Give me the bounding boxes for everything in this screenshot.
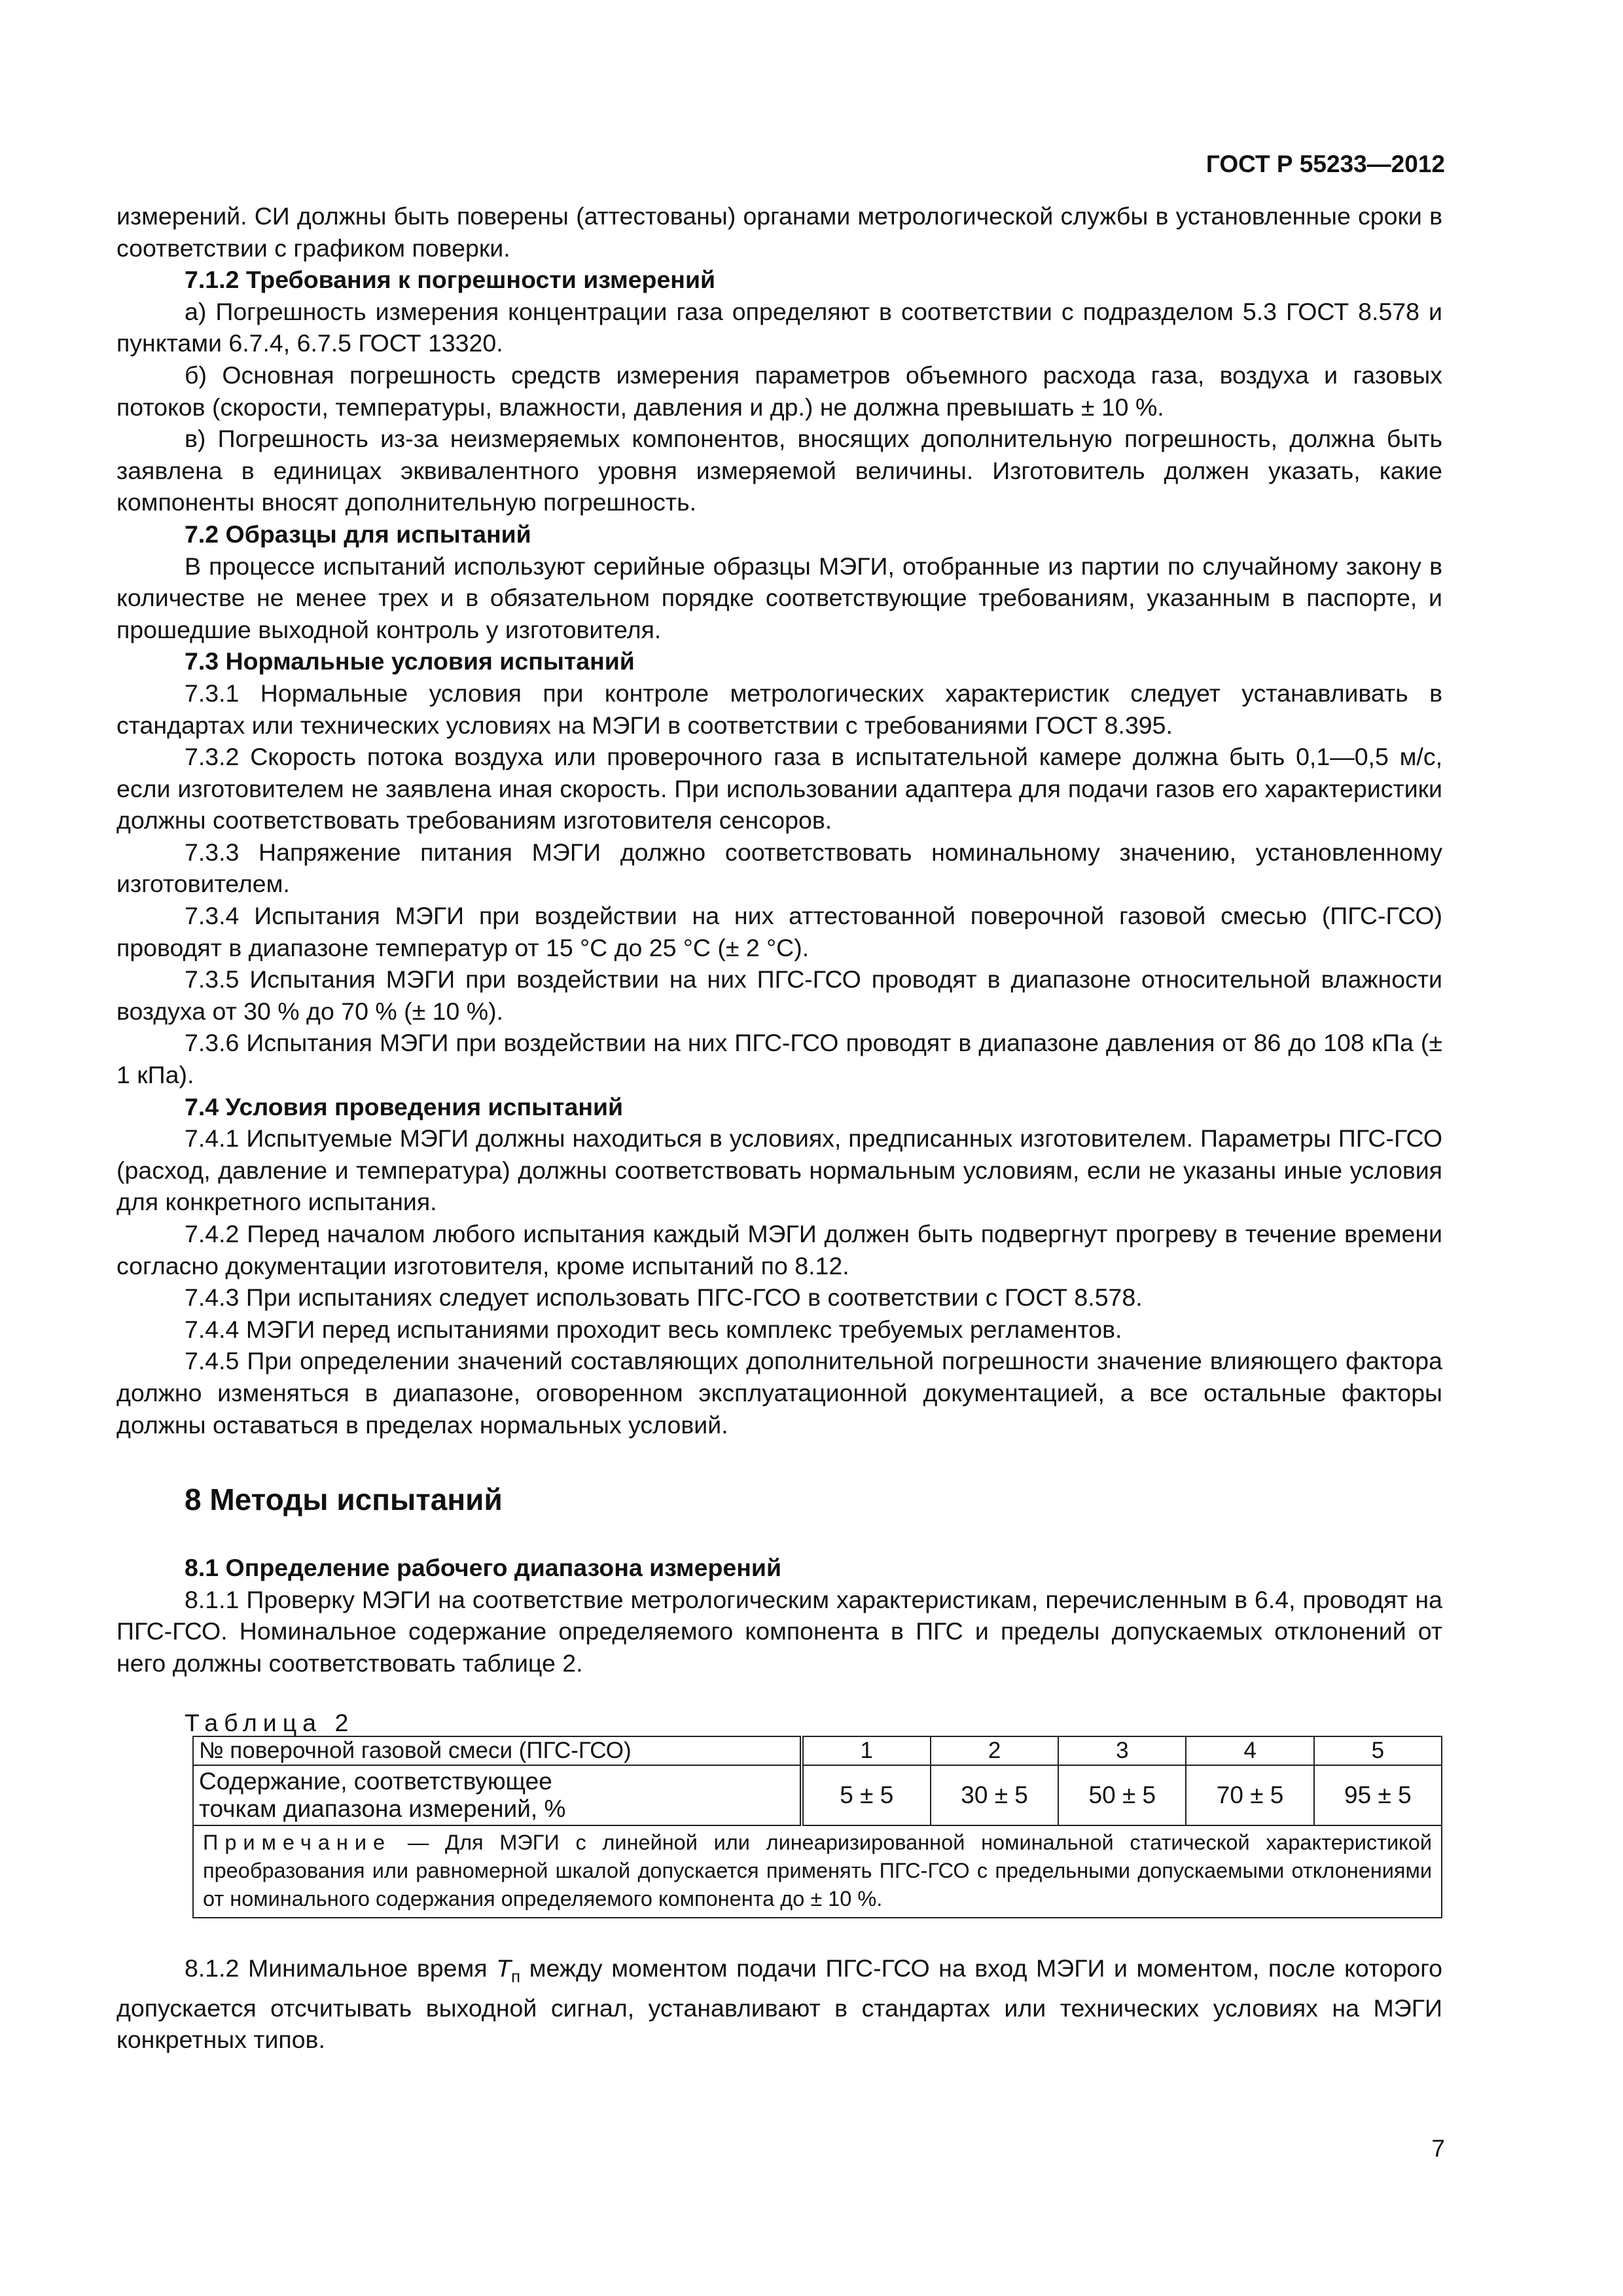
table-2 (192, 1736, 1442, 1918)
table-cell: 50 ± 5 (1058, 1765, 1186, 1825)
table-cell-line: точкам диапазона измерений, % (199, 1795, 566, 1822)
paragraph: 7.3.2 Скорость потока воздуха или проверочного газа в испытательной камере должна быть 0,1—0,5 м/с, если изготовителем не заявлена иная скорость. При использовании адаптера для подачи газов его характеристики должны соответствовать требованиям изготовителя сенсоров. (116, 743, 1442, 834)
paragraph (116, 1952, 1442, 2056)
table-cell: 70 ± 5 (1186, 1765, 1313, 1825)
chapter-heading-8: 8 Методы испытаний (185, 1482, 503, 1517)
paragraph: 7.3.3 Напряжение питания МЭГИ должно соответствовать номинальному значению, установленному изготовителем. (116, 838, 1442, 898)
paragraph: 7.3.5 Испытания МЭГИ при воздействии на них ПГС-ГСО проводят в диапазоне относительной влажности воздуха от 30 % до 70 % (± 10 %). (116, 965, 1442, 1025)
table-row (193, 1765, 1442, 1825)
paragraph: 7.3.1 Нормальные условия при контроле метрологических характеристик следует устанавливать в стандартах или технических условиях на МЭГИ в соответствии с требованиями ГОСТ 8.395. (116, 679, 1442, 739)
paragraph: измерений. СИ должны быть поверены (аттестованы) органами метрологической службы в установленные сроки в соответствии с графиком поверки. (116, 202, 1442, 262)
table-cell (193, 1765, 802, 1825)
document-body (116, 200, 1442, 2056)
paragraph: 7.4.3 При испытаниях следует использовать ПГС-ГСО в соответствии с ГОСТ 8.578. (185, 1283, 1143, 1312)
table-cell: 30 ± 5 (931, 1765, 1058, 1825)
section-heading-8-1: 8.1 Определение рабочего диапазона измерений (185, 1554, 782, 1582)
table-row (193, 1825, 1442, 1918)
paragraph: 7.3.6 Испытания МЭГИ при воздействии на них ПГС-ГСО проводят в диапазоне давления от 86 до 108 кПа (± 1 кПа). (116, 1029, 1442, 1089)
paragraph: 8.1.1 Проверку МЭГИ на соответствие метрологическим характеристикам, перечисленным в 6.4, проводят на ПГС-ГСО. Номинальное содержание определяемого компонента в ПГС и пределы допускаемых отклонений от него должны соответствовать таблице 2. (116, 1585, 1442, 1677)
section-heading-7-3: 7.3 Нормальные условия испытаний (185, 647, 635, 675)
paragraph-part: между моментом подачи ПГС-ГСО на вход МЭГИ и моментом, после которого допускается отсчитывать выходной сигнал, устанавливают в стандартах или технических условиях на МЭГИ конкретных типов. (116, 1954, 1442, 2054)
page-number: 7 (1431, 2135, 1445, 2162)
paragraph: в) Погрешность из-за неизмеряемых компонентов, вносящих дополнительную погрешность, должна быть заявлена в единицах эквивалентного уровня измеряемой величины. Изготовитель должен указать, какие компоненты вносят дополнительную погрешность. (116, 425, 1442, 516)
table-note (193, 1825, 1442, 1918)
time-symbol-subscript: п (511, 1966, 521, 1986)
paragraph: 7.4.2 Перед началом любого испытания каждый МЭГИ должен быть подвергнут прогреву в течение времени согласно документации изготовителя, кроме испытаний по 8.12. (116, 1220, 1442, 1280)
section-heading-7-2: 7.2 Образцы для испытаний (185, 520, 531, 548)
table-cell-line: Содержание, соответствующее (199, 1767, 552, 1795)
table-cell: 3 (1058, 1736, 1186, 1765)
section-heading-7-1-2: 7.1.2 Требования к погрешности измерений (185, 266, 716, 294)
table-cell: 1 (802, 1736, 931, 1765)
table-cell: № поверочной газовой смеси (ПГС-ГСО) (193, 1736, 802, 1765)
paragraph: б) Основная погрешность средств измерения параметров объемного расхода газа, воздуха и газовых потоков (скорости, температуры, влажности, давления и др.) не должна превышать ± 10 %. (116, 361, 1442, 421)
table-row (193, 1736, 1442, 1765)
table-note-label: Примечание (203, 1830, 392, 1854)
paragraph: 7.4.1 Испытуемые МЭГИ должны находиться в условиях, предписанных изготовителем. Параметры ПГС-ГСО (расход, давление и температура) должны соответствовать нормальным условиям, если не указаны иные условия для конкретного испытания. (116, 1124, 1442, 1216)
table-cell: 4 (1186, 1736, 1313, 1765)
table-caption: Таблица 2 (185, 1708, 355, 1736)
paragraph: 7.3.4 Испытания МЭГИ при воздействии на них аттестованной поверочной газовой смесью (ПГС-ГСО) проводят в диапазоне температур от 15 °С до 25 °С (± 2 °С). (116, 902, 1442, 961)
paragraph: 7.4.4 МЭГИ перед испытаниями проходит весь комплекс требуемых регламентов. (185, 1315, 1122, 1343)
document-code-header: ГОСТ Р 55233—2012 (1205, 151, 1445, 177)
table-cell: 5 (1314, 1736, 1442, 1765)
time-symbol: T (496, 1954, 512, 1982)
paragraph: 7.4.5 При определении значений составляющих дополнительной погрешности значение влияющего фактора должно изменяться в диапазоне, оговоренном эксплуатационной документацией, а все остальные факторы должны оставаться в пределах нормальных условий. (116, 1347, 1442, 1439)
section-heading-7-4: 7.4 Условия проведения испытаний (185, 1092, 624, 1121)
table-cell: 5 ± 5 (802, 1765, 931, 1825)
table-cell: 95 ± 5 (1314, 1765, 1442, 1825)
paragraph: а) Погрешность измерения концентрации газа определяют в соответствии с подразделом 5.3 ГОСТ 8.578 и пунктами 6.7.4, 6.7.5 ГОСТ 13320. (116, 297, 1442, 357)
paragraph-part: 8.1.2 Минимальное время (185, 1954, 497, 1982)
table-note-text: — Для МЭГИ с линейной или линеаризированной номинальной статической характеристикой преобразования или равномерной шкалой допускается применять ПГС-ГСО с предельными допускаемыми отклонениями от номинального содержания определяемого компонента до ± 10 %. (203, 1830, 1432, 1910)
paragraph: В процессе испытаний используют серийные образцы МЭГИ, отобранные из партии по случайному закону в количестве не менее трех и в обязательном порядке соответствующие требованиям, указанным в паспорте, и прошедшие выходной контроль у изготовителя. (116, 552, 1442, 643)
table-cell: 2 (931, 1736, 1058, 1765)
